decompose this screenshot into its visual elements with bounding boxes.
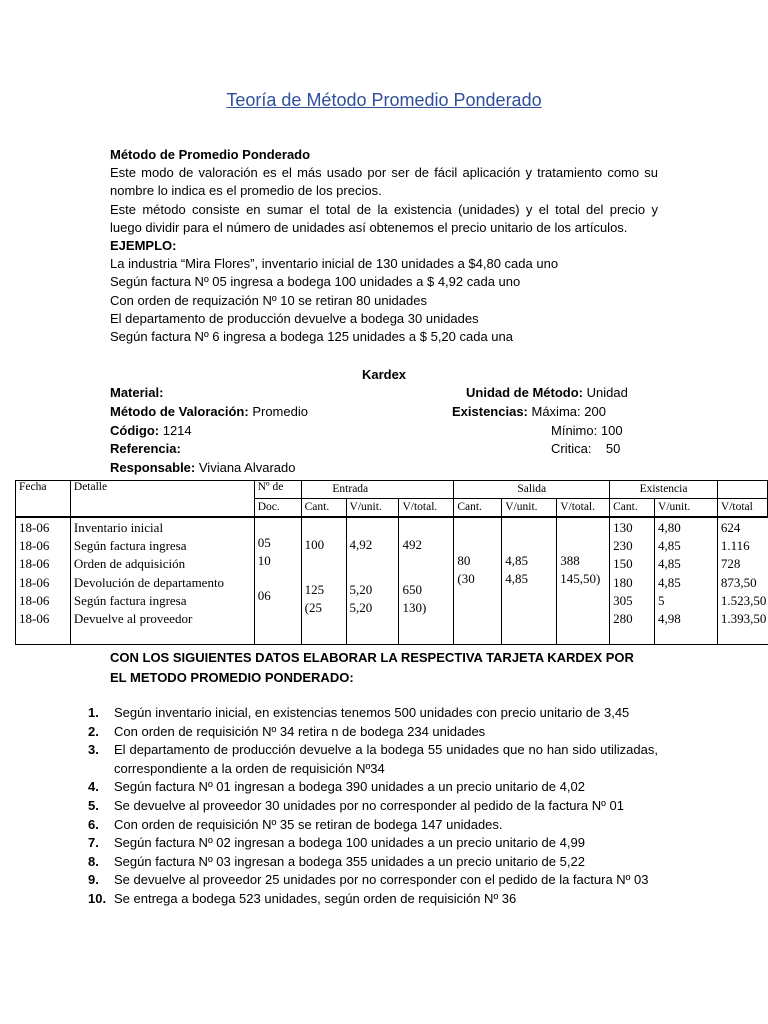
min-label: Mínimo:: [551, 423, 598, 438]
method-label: Método de Valoración:: [110, 404, 249, 419]
header-entrada: Entrada: [301, 481, 399, 499]
kardex-table: [15, 480, 768, 645]
stock-label: Existencias:: [452, 404, 528, 419]
list-item: [88, 834, 658, 853]
list-number: 9.: [88, 872, 99, 888]
list-number: 7.: [88, 835, 99, 851]
example-line: Según factura Nº 05 ingresa a bodega 100 unidades a $ 4,92 cada uno: [110, 274, 521, 290]
col-existencia-vunit: [655, 517, 718, 645]
exercise-list: [88, 704, 658, 909]
cell-salida-cant: (30: [457, 571, 475, 587]
exercise-heading-line-1: CON LOS SIGUIENTES DATOS ELABORAR LA RESPECTIVA TARJETA KARDEX POR: [110, 650, 634, 665]
cell-salida-cant: 80: [457, 553, 471, 568]
cell-detalle: Orden de adquisición: [73, 556, 186, 572]
cell-existencia-cant: 130: [613, 520, 633, 535]
cell-entrada-vtotal: 650: [402, 582, 422, 598]
section-heading: Método de Promedio Ponderado: [110, 147, 311, 162]
header-detalle: Detalle: [70, 481, 254, 518]
cell-detalle: Según factura ingresa: [73, 592, 187, 608]
list-number: 2.: [88, 723, 99, 739]
cell-existencia-cant: 230: [613, 538, 633, 554]
col-doc: [254, 517, 301, 645]
cell-doc: 05: [257, 535, 271, 550]
list-number: 6.: [88, 816, 99, 832]
min-value: 100: [600, 423, 623, 438]
page-title: Teoría de Método Promedio Ponderado: [226, 90, 542, 110]
list-item: [88, 890, 658, 909]
example-line: Según factura Nº 6 ingresa a bodega 125 unidades a $ 5,20 cada una: [110, 329, 513, 345]
list-number: 4.: [88, 779, 99, 795]
list-text: Según factura Nº 03 ingresan a bodega 355 unidades a un precio unitario de 5,22: [114, 853, 585, 869]
list-text: Según factura Nº 01 ingresan a bodega 390 unidades a un precio unitario de 4,02: [114, 779, 585, 795]
cell-fecha: 18-06: [19, 611, 50, 627]
cell-doc: [258, 570, 301, 584]
header-existencia-spacer: [717, 481, 767, 499]
cell-entrada-vtotal: 130): [402, 600, 427, 616]
responsible-label: Responsable:: [110, 460, 196, 475]
cell-fecha: 18-06: [19, 538, 50, 554]
exercise-heading-line-2: EL METODO PROMEDIO PONDERADO:: [110, 670, 354, 685]
list-item: [88, 871, 658, 890]
header-entrada-cant: Cant.: [301, 499, 346, 518]
col-existencia-vtotal: [717, 517, 767, 645]
example-line: Con orden de requización Nº 10 se retiran 80 unidades: [110, 292, 427, 308]
cell-entrada-cant: 125: [304, 582, 325, 598]
cell-existencia-vtotal: 1.393,50: [720, 611, 767, 627]
col-entrada-vunit: [346, 517, 399, 645]
list-text: Con orden de requisición Nº 35 se retiran de bodega 147 unidades.: [114, 816, 503, 832]
cell-detalle: Inventario inicial: [73, 520, 164, 535]
cell-salida-vunit: 4,85: [505, 571, 529, 587]
col-salida-cant: [454, 517, 502, 645]
cell-existencia-vtotal: 873,50: [720, 574, 757, 590]
intro-section: [110, 146, 658, 346]
col-entrada-vtotal: [399, 517, 454, 645]
list-text: El departamento de producción devuelve a la bodega 55 unidades que no han sido utilizadas, correspondiente a la orden de requisición Nº34: [114, 742, 658, 776]
cell-existencia-vtotal: 1.116: [720, 538, 750, 554]
cell-doc: 06: [257, 588, 271, 603]
list-item: [88, 797, 658, 816]
header-entrada-vtotal: V/total.: [399, 499, 454, 518]
paragraph-2-line-2: luego dividir para el número de unidades así obtenemos el precio unitario de los artículos.: [110, 219, 628, 235]
list-number: 5.: [88, 797, 99, 813]
cell-existencia-vunit: 4,85: [658, 574, 681, 590]
cell-detalle: Devolución de departamento: [73, 574, 225, 590]
cell-existencia-cant: 280: [613, 611, 633, 627]
cell-entrada-vunit: 4,92: [349, 537, 373, 552]
paragraph-1-line-1: Este modo de valoración es el más usado por ser de fácil aplicación y tratamiento como su: [110, 165, 658, 181]
cell-fecha: 18-06: [19, 556, 50, 572]
cell-existencia-vunit: 4,98: [658, 611, 681, 627]
header-salida: Salida: [454, 481, 610, 499]
list-text: Según factura Nº 02 ingresan a bodega 100 unidades a un precio unitario de 4,99: [114, 835, 585, 851]
list-text: Según inventario inicial, en existencias tenemos 500 unidades con precio unitario de 3,45: [114, 705, 630, 720]
list-text: Se devuelve al proveedor 30 unidades por no corresponder al pedido de la factura Nº 01: [114, 797, 624, 813]
header-salida-vtotal: V/total.: [557, 499, 610, 518]
cell-existencia-vtotal: 1.523,50: [720, 592, 767, 608]
col-entrada-cant: [301, 517, 346, 645]
cell-existencia-vunit: 5: [658, 592, 665, 608]
header-existencia-vunit: V/unit.: [655, 499, 718, 518]
cell-salida-vtotal: 145,50): [560, 571, 601, 587]
cell-salida-vtotal: 388: [560, 553, 580, 568]
unit-label: Unidad de Método:: [466, 385, 583, 400]
critical-label: Critica:: [551, 441, 592, 456]
cell-existencia-vunit: 4,85: [658, 538, 681, 554]
header-entrada-spacer: [399, 481, 454, 499]
header-entrada-vunit: V/unit.: [346, 499, 399, 518]
list-number: 3.: [88, 742, 99, 758]
cell-fecha: 18-06: [19, 574, 50, 590]
cell-existencia-cant: 305: [613, 592, 633, 608]
method-value: Promedio: [252, 404, 308, 419]
col-existencia-cant: [610, 517, 655, 645]
header-existencia: Existencia: [610, 481, 718, 499]
list-text: Se devuelve al proveedor 25 unidades por no corresponder con el pedido de la factura Nº 03: [114, 872, 649, 888]
responsible-value: Viviana Alvarado: [198, 460, 296, 475]
header-existencia-cant: Cant.: [610, 499, 655, 518]
list-item: [88, 778, 658, 797]
code-value: 1214: [162, 423, 192, 438]
cell-fecha: 18-06: [19, 592, 50, 608]
list-number: 1.: [88, 705, 99, 720]
cell-salida-vunit: 4,85: [505, 553, 529, 568]
cell-doc: 10: [257, 553, 271, 569]
header-doc-1: Nº de: [254, 481, 301, 499]
header-salida-vunit: V/unit.: [502, 499, 557, 518]
header-doc-2: Doc.: [254, 499, 301, 518]
example-line: La industria “Mira Flores”, inventario inicial de 130 unidades a $4,80 cada uno: [110, 256, 559, 272]
example-label: EJEMPLO:: [110, 238, 177, 254]
list-number: 8.: [88, 853, 99, 869]
paragraph-2-line-1: Este método consiste en sumar el total de la existencia (unidades) y el total del precio y: [110, 201, 658, 217]
paragraph-1-line-2: nombre lo indica es el promedio de los precios.: [110, 183, 382, 199]
list-text: Se entrega a bodega 523 unidades, según orden de requisición Nº 36: [114, 890, 517, 906]
list-item: [88, 704, 658, 723]
material-label: Material:: [110, 385, 164, 400]
max-value: 200: [584, 404, 606, 419]
cell-entrada-vtotal: 492: [402, 537, 422, 552]
cell-entrada-vunit: 5,20: [349, 582, 373, 598]
critical-value: 50: [605, 441, 621, 456]
col-detalle: [70, 517, 254, 645]
cell-existencia-cant: 180: [613, 574, 633, 590]
unit-value: Unidad: [586, 385, 628, 400]
list-text: Con orden de requisición Nº 34 retira n de bodega 234 unidades: [114, 723, 486, 739]
kardex-title: Kardex: [361, 367, 407, 382]
list-item: [88, 816, 658, 835]
list-item: [88, 741, 658, 778]
max-label: Máxima:: [531, 404, 581, 419]
header-fecha: Fecha: [16, 481, 71, 518]
cell-detalle: Devuelve al proveedor: [73, 611, 193, 627]
cell-existencia-vunit: 4,80: [658, 520, 681, 535]
col-salida-vtotal: [557, 517, 610, 645]
cell-existencia-vunit: 4,85: [658, 556, 681, 572]
col-salida-vunit: [502, 517, 557, 645]
cell-fecha: 18-06: [19, 520, 50, 535]
list-item: [88, 853, 658, 872]
cell-entrada-cant: 100: [304, 537, 325, 552]
example-line: El departamento de producción devuelve a bodega 30 unidades: [110, 310, 479, 326]
code-label: Código:: [110, 423, 160, 438]
reference-label: Referencia:: [110, 441, 181, 456]
col-fecha: [16, 517, 71, 645]
cell-existencia-vtotal: 728: [720, 556, 741, 572]
cell-entrada-cant: (25: [304, 600, 322, 616]
cell-existencia-vtotal: 624: [720, 520, 741, 535]
header-salida-cant: Cant.: [454, 499, 502, 518]
list-number: 10.: [88, 890, 107, 906]
header-existencia-vtotal: V/total: [717, 499, 767, 518]
cell-entrada-vunit: 5,20: [349, 600, 373, 616]
list-item: [88, 723, 658, 742]
cell-existencia-cant: 150: [613, 556, 633, 572]
cell-detalle: Según factura ingresa: [73, 538, 187, 554]
